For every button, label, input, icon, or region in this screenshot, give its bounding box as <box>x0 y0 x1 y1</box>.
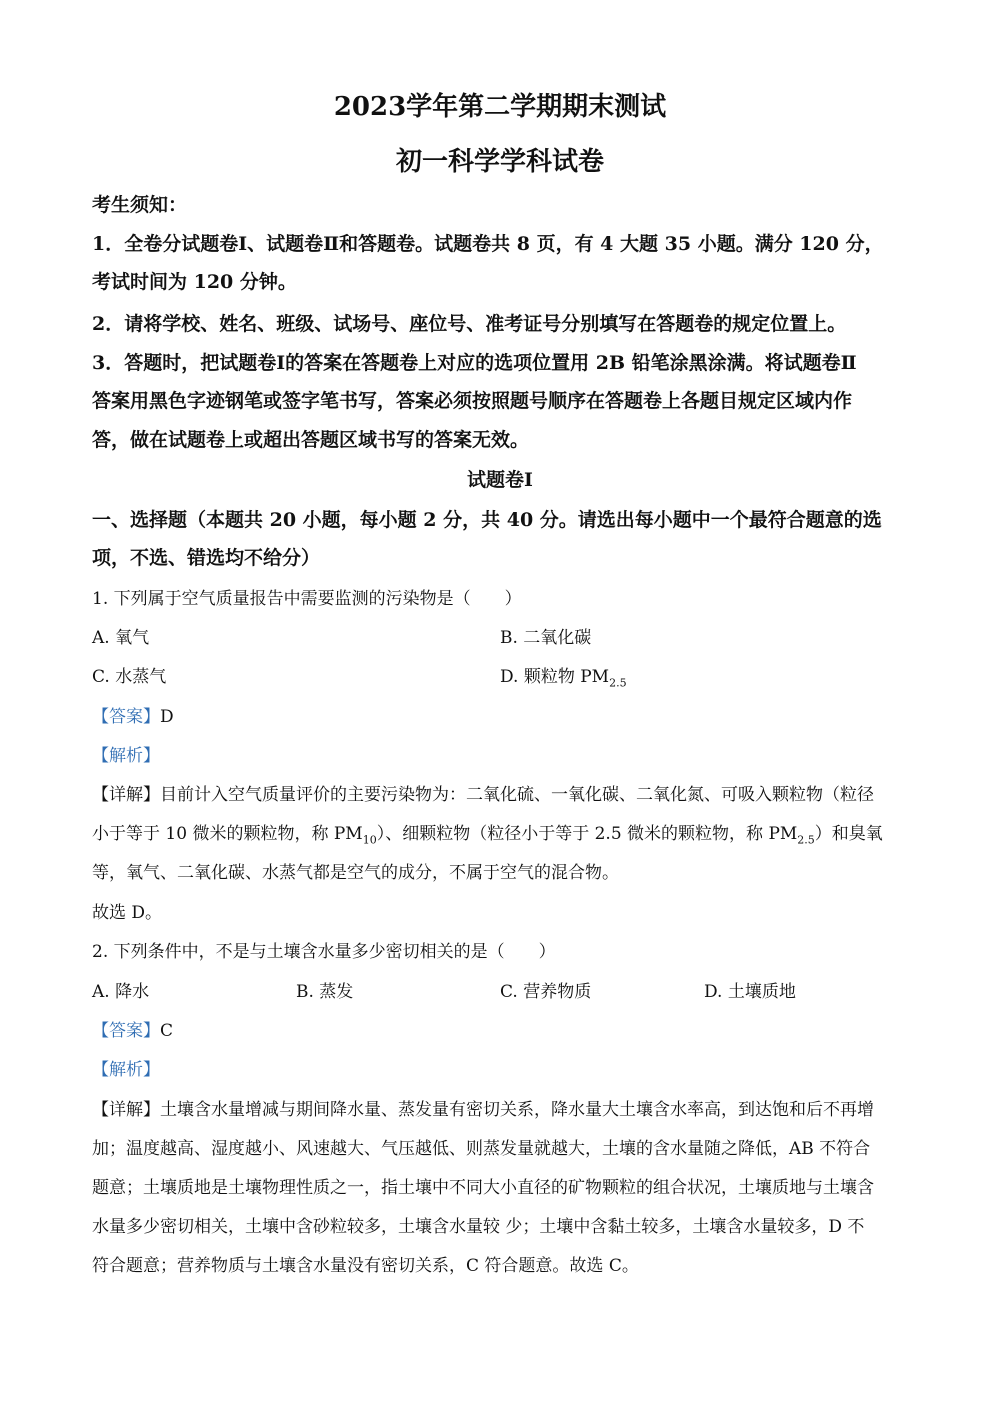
q2-option-c: C. 营养物质 <box>500 982 592 1002</box>
q1-option-d-text: D. 颗粒物 PM <box>500 667 610 687</box>
q1-option-c: C. 水蒸气 <box>92 667 167 687</box>
q1-detail-text-1: 目前计入空气质量评价的主要污染物为：二氧化硫、一氧化碳、二氧化氮、可吸入颗粒物（粒径 <box>160 785 874 805</box>
detail-tag: 【详解】 <box>92 1100 160 1120</box>
q2-answer-row <box>92 1016 173 1041</box>
q1-detail-sub-2: 2.5 <box>797 833 815 847</box>
detail-tag: 【详解】 <box>92 785 160 805</box>
q1-detail-line-3: 等，氧气、二氧化碳、水蒸气都是空气的成分，不属于空气的混合物。 <box>92 863 619 883</box>
q1-analysis-tag: 【解析】 <box>92 746 160 766</box>
q1-stem: 1. 下列属于空气质量报告中需要监测的污染物是（ ） <box>92 589 522 609</box>
q2-detail-line-2: 加；温度越高、湿度越小、风速越大、气压越低、则蒸发量就越大，土壤的含水量随之降低，AB 不符合 <box>92 1139 871 1159</box>
q1-detail-line-2 <box>92 819 883 846</box>
q1-option-d-subscript: 2.5 <box>609 676 627 690</box>
q2-detail-text-1: 土壤含水量增减与期间降水量、蒸发量有密切关系，降水量大土壤含水率高，到达饱和后不再增 <box>160 1100 874 1120</box>
q1-conclusion: 故选 D。 <box>92 903 163 923</box>
notice-item-1-line-2: 考试时间为 120 分钟。 <box>92 271 297 293</box>
answer-tag: 【答案】 <box>92 707 160 727</box>
section-heading-line-2: 项，不选、错选均不给分） <box>92 547 321 569</box>
section-heading-line-1: 一、选择题（本题共 20 小题，每小题 2 分，共 40 分。请选出每小题中一个最符合题意的选 <box>92 509 882 531</box>
q1-detail-text-2c: ）和臭氧 <box>814 824 883 844</box>
q2-answer: C <box>160 1021 174 1041</box>
q1-detail-line-1 <box>92 780 874 805</box>
q1-option-b: B. 二氧化碳 <box>500 628 592 648</box>
notice-heading: 考生须知： <box>92 194 188 216</box>
notice-item-3-line-2: 答案用黑色字迹钢笔或签字笔书写，答案必须按照题号顺序在答题卷上各题目规定区域内作 <box>92 390 853 412</box>
notice-item-3-line-1: 3．答题时，把试题卷Ⅰ的答案在答题卷上对应的选项位置用 2B 铅笔涂黑涂满。将试题卷Ⅱ <box>92 352 857 374</box>
notice-item-2: 2．请将学校、姓名、班级、试场号、座位号、准考证号分别填写在答题卷的规定位置上。 <box>92 313 847 335</box>
q2-option-d: D. 土壤质地 <box>704 982 796 1002</box>
q2-option-a: A. 降水 <box>92 982 150 1002</box>
q2-analysis-tag: 【解析】 <box>92 1060 160 1080</box>
exam-subtitle: 初一科学学科试卷 <box>395 147 604 177</box>
q1-answer-row <box>92 702 174 727</box>
q2-detail-line-3: 题意；土壤质地是土壤物理性质之一，指土壤中不同大小直径的矿物颗粒的组合状况，土壤质地与土壤含 <box>92 1178 874 1198</box>
q2-detail-line-4: 水量多少密切相关，土壤中含砂粒较多，土壤含水量较 少；土壤中含黏土较多，土壤含水量较多，D 不 <box>92 1217 865 1237</box>
q2-detail-line-5: 符合题意；营养物质与土壤含水量没有密切关系，C 符合题意。故选 C。 <box>92 1256 639 1276</box>
notice-item-1-line-1: 1．全卷分试题卷Ⅰ、试题卷Ⅱ和答题卷。试题卷共 8 页，有 4 大题 35 小题。满分 120 分， <box>92 233 884 255</box>
q2-detail-line-1 <box>92 1095 874 1120</box>
paper-label: 试题卷Ⅰ <box>467 469 533 491</box>
q2-option-b: B. 蒸发 <box>296 982 354 1002</box>
q1-detail-text-2a: 小于等于 10 微米的颗粒物，称 PM <box>92 824 363 844</box>
answer-tag: 【答案】 <box>92 1021 160 1041</box>
q2-stem: 2. 下列条件中，不是与土壤含水量多少密切相关的是（ ） <box>92 942 556 962</box>
q1-detail-sub-1: 10 <box>362 833 377 847</box>
q1-answer: D <box>160 707 174 727</box>
q1-detail-text-2b: ）、细颗粒物（粒径小于等于 2.5 微米的颗粒物，称 PM <box>376 824 798 844</box>
q1-option-a: A. 氧气 <box>92 628 150 648</box>
q1-option-d <box>500 662 627 689</box>
exam-title: 2023学年第二学期期末测试 <box>333 92 667 122</box>
notice-item-3-line-3: 答，做在试题卷上或超出答题区域书写的答案无效。 <box>92 429 530 451</box>
